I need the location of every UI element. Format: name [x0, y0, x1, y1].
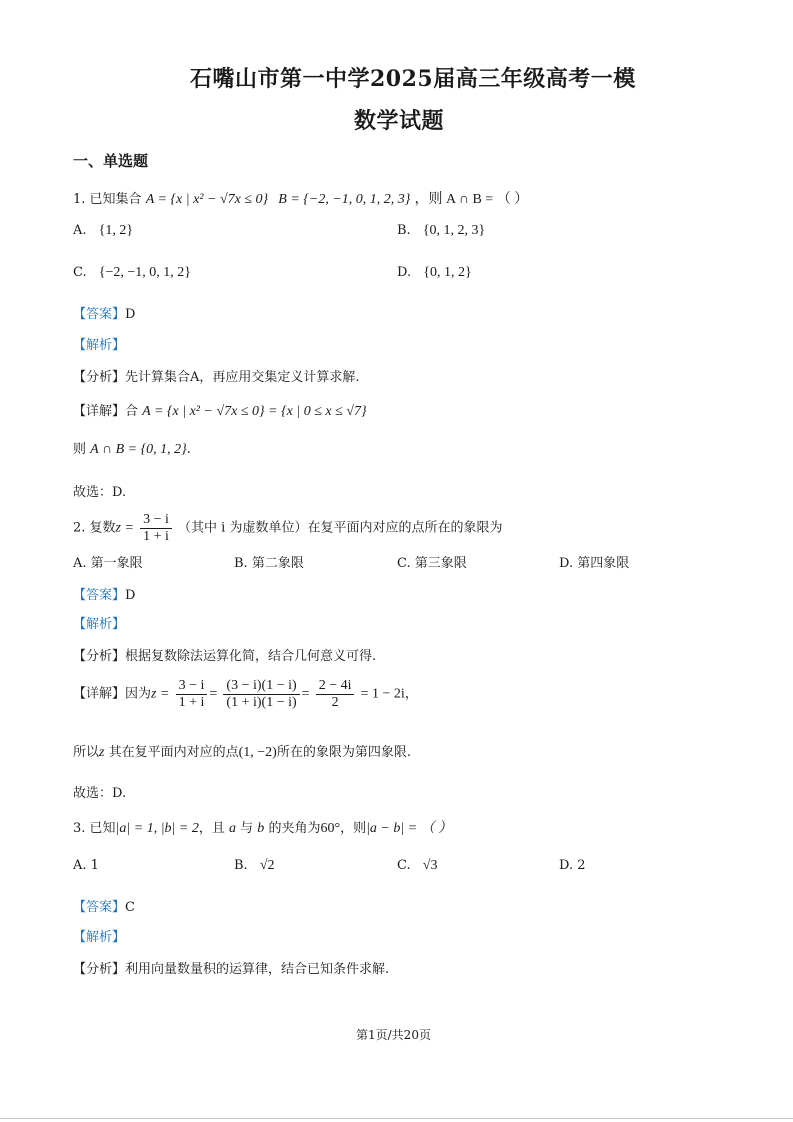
- q2-fenxi-tag: 【分析】: [73, 649, 126, 664]
- q3-vec-b: b: [257, 821, 265, 836]
- q2-frac-2-num: (3 − i)(1 − i): [223, 678, 299, 695]
- q3-fenxi: [73, 961, 389, 979]
- q2-frac-1-den: 1 + i: [178, 695, 205, 710]
- q1-option-d: [397, 264, 472, 282]
- q3-mid4: ，则: [340, 821, 367, 836]
- q1-option-c-label: C.: [73, 265, 87, 280]
- q3-cond: |a| = 1, |b| = 2: [115, 821, 199, 836]
- q1-option-c-value: {−2, −1, 0, 1, 2}: [98, 265, 191, 280]
- q2-so-point: (1, −2): [238, 745, 277, 760]
- q1-xiangjie: [73, 403, 367, 421]
- q2-answer-value: D: [125, 588, 136, 603]
- q2-answer: [73, 587, 135, 605]
- q1-option-d-label: D.: [397, 265, 412, 280]
- q2-frac-3-num: 2 − 4i: [316, 678, 355, 695]
- q2-xiangjie-tag: 【详解】: [73, 686, 126, 702]
- q2-tail-end: ，: [404, 686, 418, 702]
- q2-prefix: 2. 复数: [73, 520, 116, 536]
- q3-option-d: D. 2: [559, 858, 586, 873]
- q2-jiexi-tag: 【解析】: [73, 617, 126, 632]
- q3-jiexi-tag: 【解析】: [73, 930, 126, 945]
- q2-fenxi: [73, 648, 376, 666]
- q3-option-c-label: C.: [397, 858, 411, 873]
- q1-then-word: 则: [73, 442, 87, 457]
- q1-fenxi-text: 先计算集合A，再应用交集定义计算求解.: [125, 370, 360, 385]
- q2-frac-3: [316, 678, 355, 711]
- q2-option-a: A. 第一象限: [73, 556, 143, 571]
- q1-xiangjie-math: A = {x | x² − √7x ≤ 0} = {x | 0 ≤ x ≤ √7}: [142, 404, 367, 419]
- q2-so-z: z: [99, 745, 105, 760]
- q2-frac-1-num: 3 − i: [176, 678, 208, 695]
- q1-xiangjie-prefix: 合: [125, 404, 139, 419]
- q1-option-a-label: A.: [73, 223, 87, 238]
- q3-stem: [73, 820, 452, 838]
- q1-stem: [73, 191, 528, 209]
- q3-answer-value: C: [125, 900, 135, 915]
- q2-rest: （其中 i 为虚数单位）在复平面内对应的点所在的象限为: [178, 520, 503, 536]
- q2-option-b: B. 第二象限: [234, 556, 304, 571]
- q1-option-a: [73, 222, 133, 240]
- q2-fraction: [140, 512, 172, 545]
- q1-option-d-value: {0, 1, 2}: [423, 265, 472, 280]
- q3-fenxi-tag: 【分析】: [73, 962, 126, 977]
- q2-tail: = 1 − 2i: [360, 686, 405, 702]
- q1-then: [73, 441, 191, 459]
- q1-option-b: [397, 222, 485, 240]
- q2-z-eq: z =: [151, 686, 170, 702]
- q1-option-b-label: B.: [397, 223, 411, 238]
- q3-option-b-label: B.: [234, 858, 248, 873]
- q2-eq-sign-2: =: [301, 686, 310, 702]
- q2-stem: [73, 512, 502, 545]
- q1-choose: 故选：D.: [73, 485, 127, 500]
- page-bottom-divider: [0, 1118, 793, 1119]
- q2-frac-3-den: 2: [331, 695, 339, 710]
- q3-option-b: [234, 857, 275, 875]
- q2-option-c: C. 第三象限: [397, 556, 467, 571]
- exam-title: 石嘴山市第一中学2025届高三年级高考一模: [190, 66, 636, 92]
- q3-mid1: ，且: [198, 821, 225, 836]
- q2-frac-2: [223, 678, 299, 711]
- q2-eq-sign-1: =: [209, 686, 218, 702]
- q2-option-d: D. 第四象限: [559, 556, 630, 571]
- q3-mid3: 的夹角为: [268, 821, 321, 836]
- q1-fenxi-tag: 【分析】: [73, 370, 126, 385]
- q1-set-b: B = {−2, −1, 0, 1, 2, 3}: [278, 192, 411, 207]
- q1-xiangjie-tag: 【详解】: [73, 404, 126, 419]
- q2-answer-tag: 【答案】: [73, 588, 126, 603]
- q3-answer-tag: 【答案】: [73, 900, 126, 915]
- q1-prefix: 1. 已知集合: [73, 192, 142, 207]
- page-number: 第1页/共20页: [356, 1028, 431, 1042]
- q1-option-a-value: {1, 2}: [98, 223, 134, 238]
- q3-option-c: [397, 857, 437, 875]
- section-heading: 一、单选题: [73, 152, 149, 170]
- q2-so-mid: 其在复平面内对应的点: [108, 745, 239, 760]
- q3-answer: [73, 899, 135, 917]
- q1-answer-tag: 【答案】: [73, 307, 126, 322]
- q1-jiexi-tag: 【解析】: [73, 338, 126, 353]
- q3-option-b-value: √2: [259, 858, 275, 873]
- q2-choose: 故选：D.: [73, 786, 127, 801]
- q2-because: 因为: [125, 686, 152, 702]
- q2-so-end: 所在的象限为第四象限.: [276, 745, 411, 760]
- q1-answer-value: D: [125, 307, 136, 322]
- q2-so-prefix: 所以: [73, 745, 100, 760]
- q3-fenxi-text: 利用向量数量积的运算律，结合已知条件求解.: [125, 962, 390, 977]
- q2-frac-num: 3 − i: [140, 512, 172, 529]
- q1-ask: ，则 A ∩ B = （ ）: [414, 192, 529, 207]
- q1-set-a: A = {x | x² − √7x ≤ 0}: [145, 192, 269, 207]
- q3-expr: |a − b| = （ ）: [366, 821, 453, 836]
- q3-option-a: A. 1: [73, 858, 99, 873]
- q1-then-end: .: [186, 442, 191, 457]
- q1-then-math: A ∩ B = {0, 1, 2}: [90, 442, 187, 457]
- q1-answer: [73, 306, 135, 324]
- q2-xiangjie: [73, 678, 418, 711]
- q2-z: z =: [115, 520, 134, 536]
- q1-fenxi: [73, 369, 360, 387]
- q3-angle: 60°: [320, 821, 341, 836]
- q3-option-c-value: √3: [422, 858, 438, 873]
- q3-mid2: 与: [240, 821, 254, 836]
- q1-option-c: [73, 264, 191, 282]
- q2-frac-2-den: (1 + i)(1 − i): [226, 695, 297, 710]
- q2-frac-den: 1 + i: [143, 529, 169, 544]
- q1-option-b-value: {0, 1, 2, 3}: [422, 223, 486, 238]
- exam-subtitle: 数学试题: [354, 108, 445, 134]
- q2-so: [73, 744, 411, 762]
- q3-prefix: 3. 已知: [73, 821, 116, 836]
- q2-fenxi-text: 根据复数除法运算化简，结合几何意义可得.: [125, 649, 377, 664]
- q3-vec-a: a: [229, 821, 236, 836]
- q2-frac-1: [176, 678, 208, 711]
